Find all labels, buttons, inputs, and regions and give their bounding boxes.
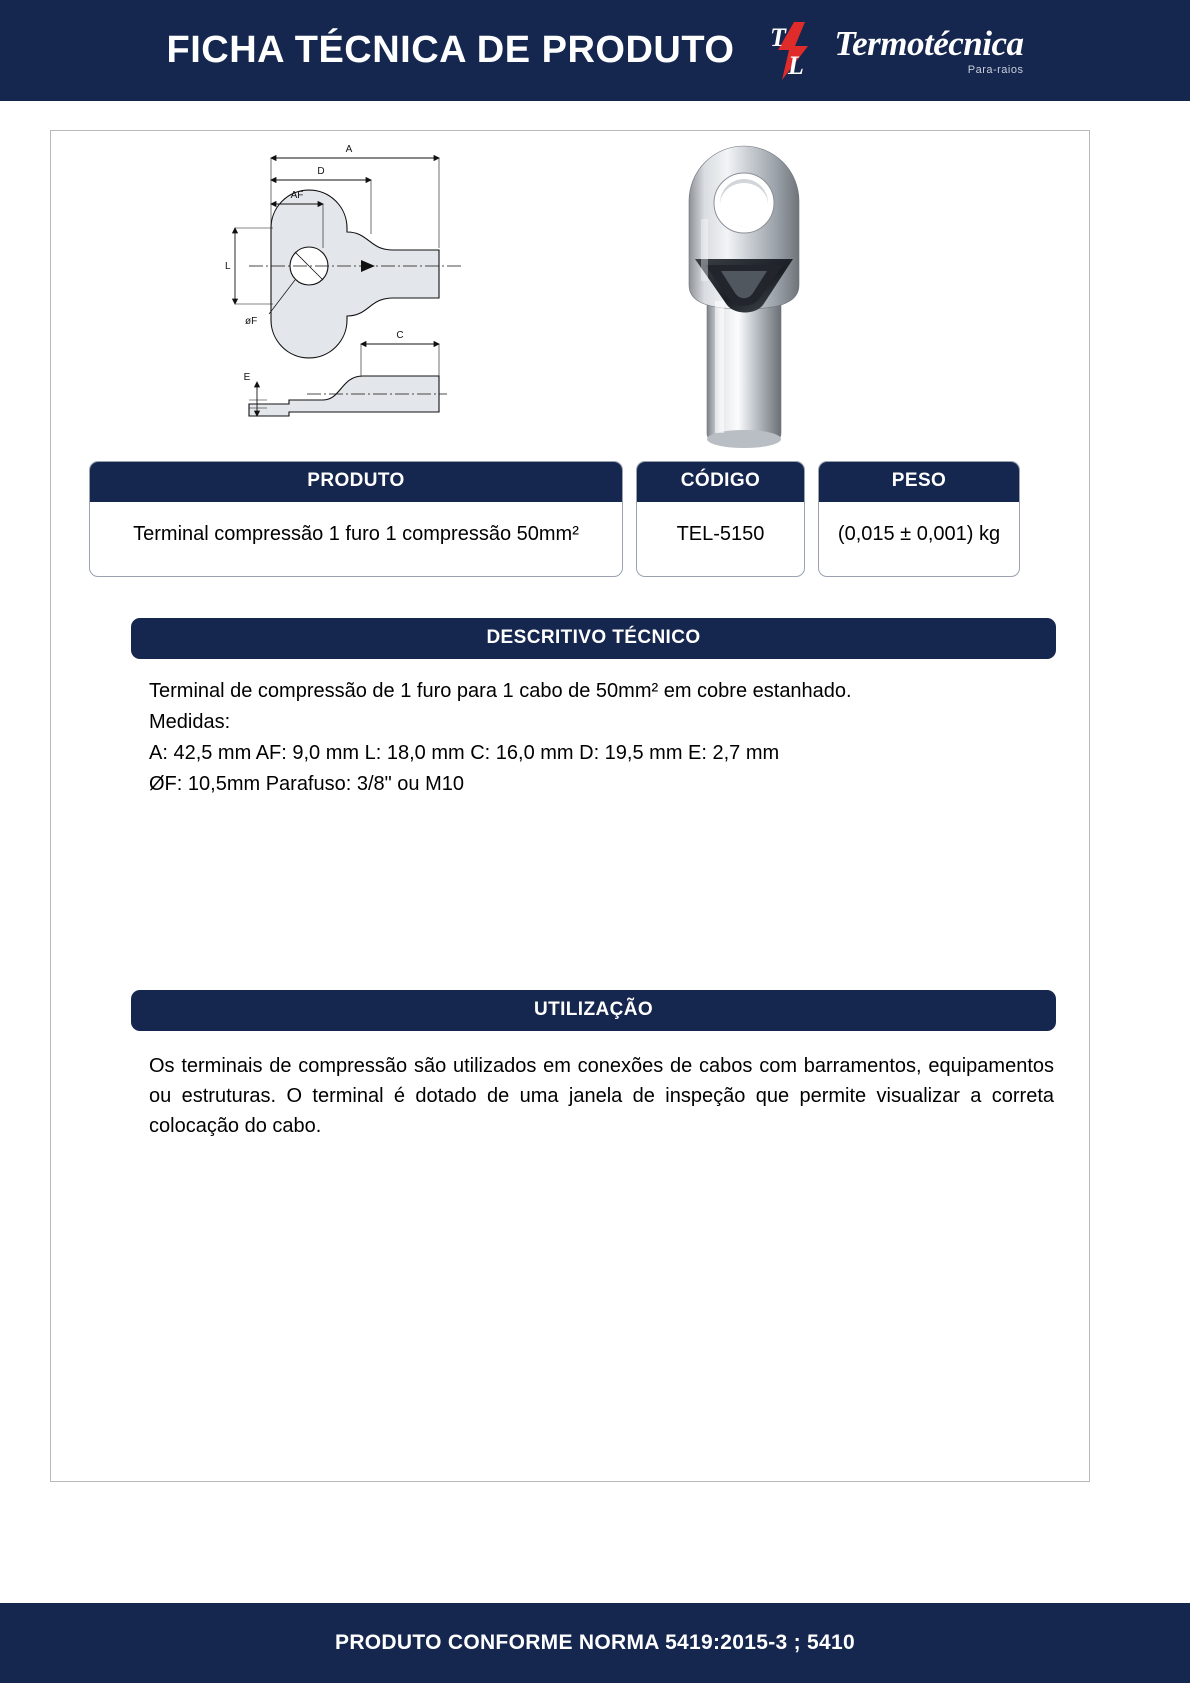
tel-logo-icon xyxy=(764,20,826,82)
description-line-3: A: 42,5 mm AF: 9,0 mm L: 18,0 mm C: 16,0 mm D: 19,5 mm E: 2,7 mm xyxy=(149,742,780,764)
technical-description-body xyxy=(149,676,1049,800)
svg-text:D: D xyxy=(317,166,325,177)
product-summary-row xyxy=(89,461,1054,577)
weight-cell xyxy=(818,461,1020,577)
footer-norm-text: PRODUTO CONFORME NORMA 5419:2015-3 ; 5410 xyxy=(335,1631,855,1654)
svg-text:E: E xyxy=(243,372,251,383)
description-line-4: ØF: 10,5mm Parafuso: 3/8" ou M10 xyxy=(149,773,465,795)
svg-text:øF: øF xyxy=(245,316,258,327)
description-line-1: Terminal de compressão de 1 furo para 1 cabo de 50mm² em cobre estanhado. xyxy=(149,680,852,702)
content-sheet xyxy=(50,130,1090,1482)
product-header: PRODUTO xyxy=(89,461,623,502)
weight-value: (0,015 ± 0,001) kg xyxy=(837,523,1001,545)
technical-line-drawing xyxy=(211,136,541,461)
svg-text:T: T xyxy=(770,22,787,52)
page-header xyxy=(0,0,1190,101)
page-title: FICHA TÉCNICA DE PRODUTO xyxy=(166,29,735,71)
svg-text:C: C xyxy=(396,330,404,341)
brand-text xyxy=(834,23,1024,76)
svg-text:L: L xyxy=(788,50,805,80)
svg-text:AF: AF xyxy=(290,190,304,201)
product-cell xyxy=(89,461,623,577)
description-line-2: Medidas: xyxy=(149,711,231,733)
page-footer xyxy=(0,1603,1190,1683)
svg-text:A: A xyxy=(345,144,353,155)
code-value: TEL-5150 xyxy=(676,523,765,545)
code-header: CÓDIGO xyxy=(636,461,805,502)
product-value: Terminal compressão 1 furo 1 compressão 50mm² xyxy=(133,523,579,545)
code-cell xyxy=(636,461,805,577)
technical-description-header: DESCRITIVO TÉCNICO xyxy=(131,618,1056,659)
product-illustrations xyxy=(51,131,1089,461)
usage-body: Os terminais de compressão são utilizados em conexões de cabos com barramentos, equipamentos ou estruturas. O terminal é dotado de uma janela de inspeção que permite visualizar a correta colocação do cabo. xyxy=(149,1055,1054,1137)
brand-name: Termotécnica xyxy=(834,23,1024,63)
product-photo xyxy=(671,141,851,456)
company-logo xyxy=(764,20,1023,82)
brand-tagline: Para-raios xyxy=(967,63,1024,76)
usage-header: UTILIZAÇÃO xyxy=(131,990,1056,1031)
weight-header: PESO xyxy=(818,461,1020,502)
svg-text:L: L xyxy=(225,261,231,272)
